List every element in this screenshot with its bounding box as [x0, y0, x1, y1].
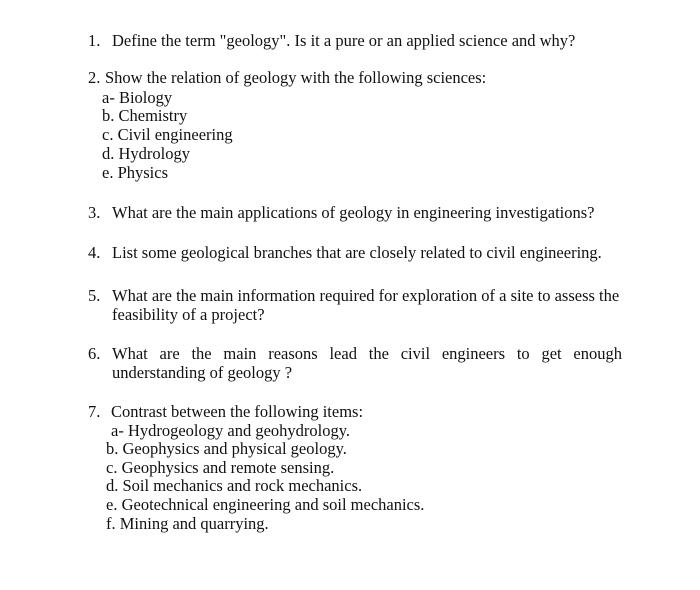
- question-number: 3.: [88, 203, 101, 222]
- question-number: 2.: [88, 68, 101, 87]
- question-text-continued: feasibility of a project?: [112, 305, 265, 324]
- question-text: What are the main applications of geology in engineering investigations?: [112, 203, 595, 222]
- question-number: 4.: [88, 243, 101, 262]
- question-number: 1.: [88, 31, 101, 50]
- question-text: Show the relation of geology with the following sciences:: [105, 68, 487, 87]
- list-item: b. Chemistry: [102, 106, 188, 125]
- question-text: What are the main reasons lead the civil engineers to get enough: [112, 344, 622, 363]
- question-text: List some geological branches that are closely related to civil engineering.: [112, 243, 602, 262]
- list-item: d. Hydrology: [102, 144, 190, 163]
- question-text: What are the main information required for exploration of a site to assess the: [112, 286, 620, 305]
- list-item: e. Physics: [102, 163, 168, 182]
- list-item: c. Civil engineering: [102, 125, 233, 144]
- question-number: 5.: [88, 286, 101, 305]
- question-text: Define the term "geology". Is it a pure or an applied science and why?: [112, 31, 576, 50]
- question-number: 7.: [88, 402, 101, 421]
- list-item: a- Biology: [102, 88, 173, 107]
- list-item: d. Soil mechanics and rock mechanics.: [106, 476, 363, 495]
- list-item: a- Hydrogeology and geohydrology.: [111, 421, 351, 440]
- question-text-continued: understanding of geology ?: [112, 363, 293, 382]
- question-number: 6.: [88, 344, 101, 363]
- list-item: b. Geophysics and physical geology.: [106, 439, 347, 458]
- list-item: f. Mining and quarrying.: [106, 514, 269, 533]
- list-item: c. Geophysics and remote sensing.: [106, 458, 335, 477]
- list-item: e. Geotechnical engineering and soil mechanics.: [106, 495, 425, 514]
- question-text: Contrast between the following items:: [111, 402, 364, 421]
